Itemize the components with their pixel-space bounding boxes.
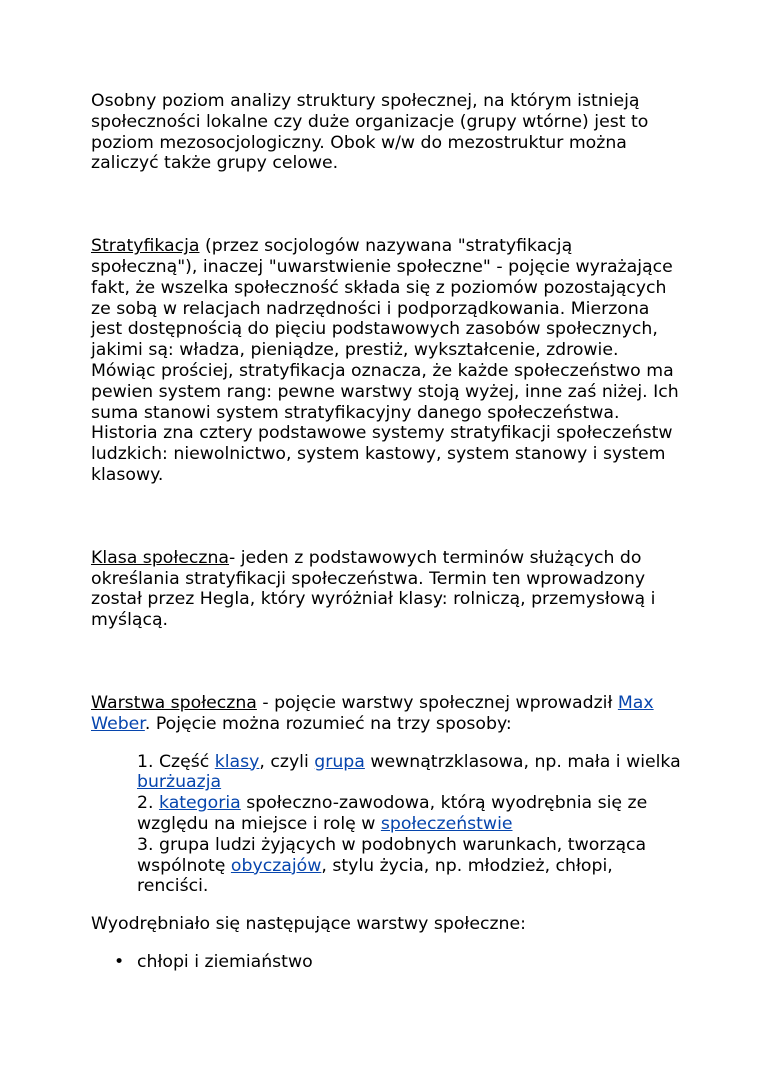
- bullet-text: chłopi i ziemiaństwo: [137, 951, 313, 972]
- definition-item-3: [137, 835, 681, 897]
- paragraph-mezostruktury: Osobny poziom analizy struktury społecznej, na którym istnieją społeczności lokalne czy duże organizacje (grupy wtórne) jest to poziom mezosocjologiczny. Obok w/w do mezostruktur można zaliczyć także grupy celowe.: [91, 91, 649, 174]
- item3-text-b: , stylu życia, np. młodzież, chłopi, renciści.: [137, 855, 613, 897]
- item1-text-b: , czyli: [259, 751, 315, 772]
- numbered-definitions: [91, 752, 681, 898]
- paragraph-warstwy-intro: Wyodrębniało się następujące warstwy społeczne:: [91, 914, 526, 935]
- link-kategoria[interactable]: kategoria: [158, 793, 241, 814]
- definition-item-1: [137, 752, 681, 794]
- term-stratyfikacja: Stratyfikacja: [91, 236, 200, 257]
- term-warstwa-spoleczna: Warstwa społeczna: [91, 692, 257, 713]
- link-obyczajow[interactable]: obyczajów: [230, 855, 322, 876]
- link-max-weber[interactable]: Max Weber: [91, 692, 654, 734]
- document-page: [91, 91, 681, 973]
- bullet-list-warstwy: [91, 952, 681, 973]
- term-klasa-spoleczna: Klasa społeczna: [91, 547, 230, 568]
- paragraph-klasa-spoleczna: [91, 548, 681, 631]
- item1-text-c: wewnątrzklasowa, np. mała i wielka: [364, 751, 681, 772]
- link-klasy[interactable]: klasy: [214, 751, 260, 772]
- item3-text-a: 3. grupa ludzi żyjących w podobnych warunkach, tworząca wspólnotę: [137, 834, 647, 876]
- link-spoleczenstwie[interactable]: społeczeństwie: [380, 813, 513, 834]
- list-item: [114, 951, 681, 973]
- bullet-icon: •: [114, 951, 125, 972]
- item2-text-a: 2.: [137, 793, 159, 814]
- paragraph-stratyfikacja: [91, 236, 681, 486]
- paragraph-warstwa-spoleczna: [91, 693, 681, 735]
- item2-text-b: społeczno-zawodowa, którą wyodrębnia się ze względu na miejsce i rolę w: [137, 793, 648, 834]
- stratyfikacja-definition: (przez socjologów nazywana "stratyfikacją społeczną"), inaczej "uwarstwienie społeczne" - pojęcie wyrażające fakt, że wszelka społeczność składa się z poziomów pozostających ze sobą w relacjach nadrzędności i podporządkowania. Mierzona jest dostępnością do pięciu podstawowych zasobów społecznych, jakimi są: władza, pieniądze, prestiż, wykształcenie, zdrowie. Mówiąc prościej, stratyfikacja oznacza, że każde społeczeństwo ma pewien system rang: pewne warstwy stoją wyżej, inne zaś niżej. Ich suma stanowi system stratyfikacyjny danego społeczeństwa. Historia zna cztery podstawowe systemy stratyfikacji społeczeństw ludzkich: niewolnictwo, system kastowy, system stanowy i system klasowy.: [91, 236, 679, 485]
- link-burzuazja[interactable]: burżuazja: [137, 772, 222, 793]
- warstwa-text-a: - pojęcie warstwy społecznej wprowadził: [256, 692, 618, 713]
- item1-text-a: 1. Część: [137, 751, 215, 772]
- klasa-spoleczna-definition: - jeden z podstawowych terminów służących do określania stratyfikacji społeczeństwa. Termin ten wprowadzony został przez Hegla, który wyróżniał klasy: rolniczą, przemysłową i myślącą.: [91, 547, 656, 631]
- link-grupa[interactable]: grupa: [314, 751, 365, 772]
- warstwa-text-b: . Pojęcie można rozumieć na trzy sposoby:: [144, 713, 512, 734]
- definition-item-2: [137, 793, 681, 835]
